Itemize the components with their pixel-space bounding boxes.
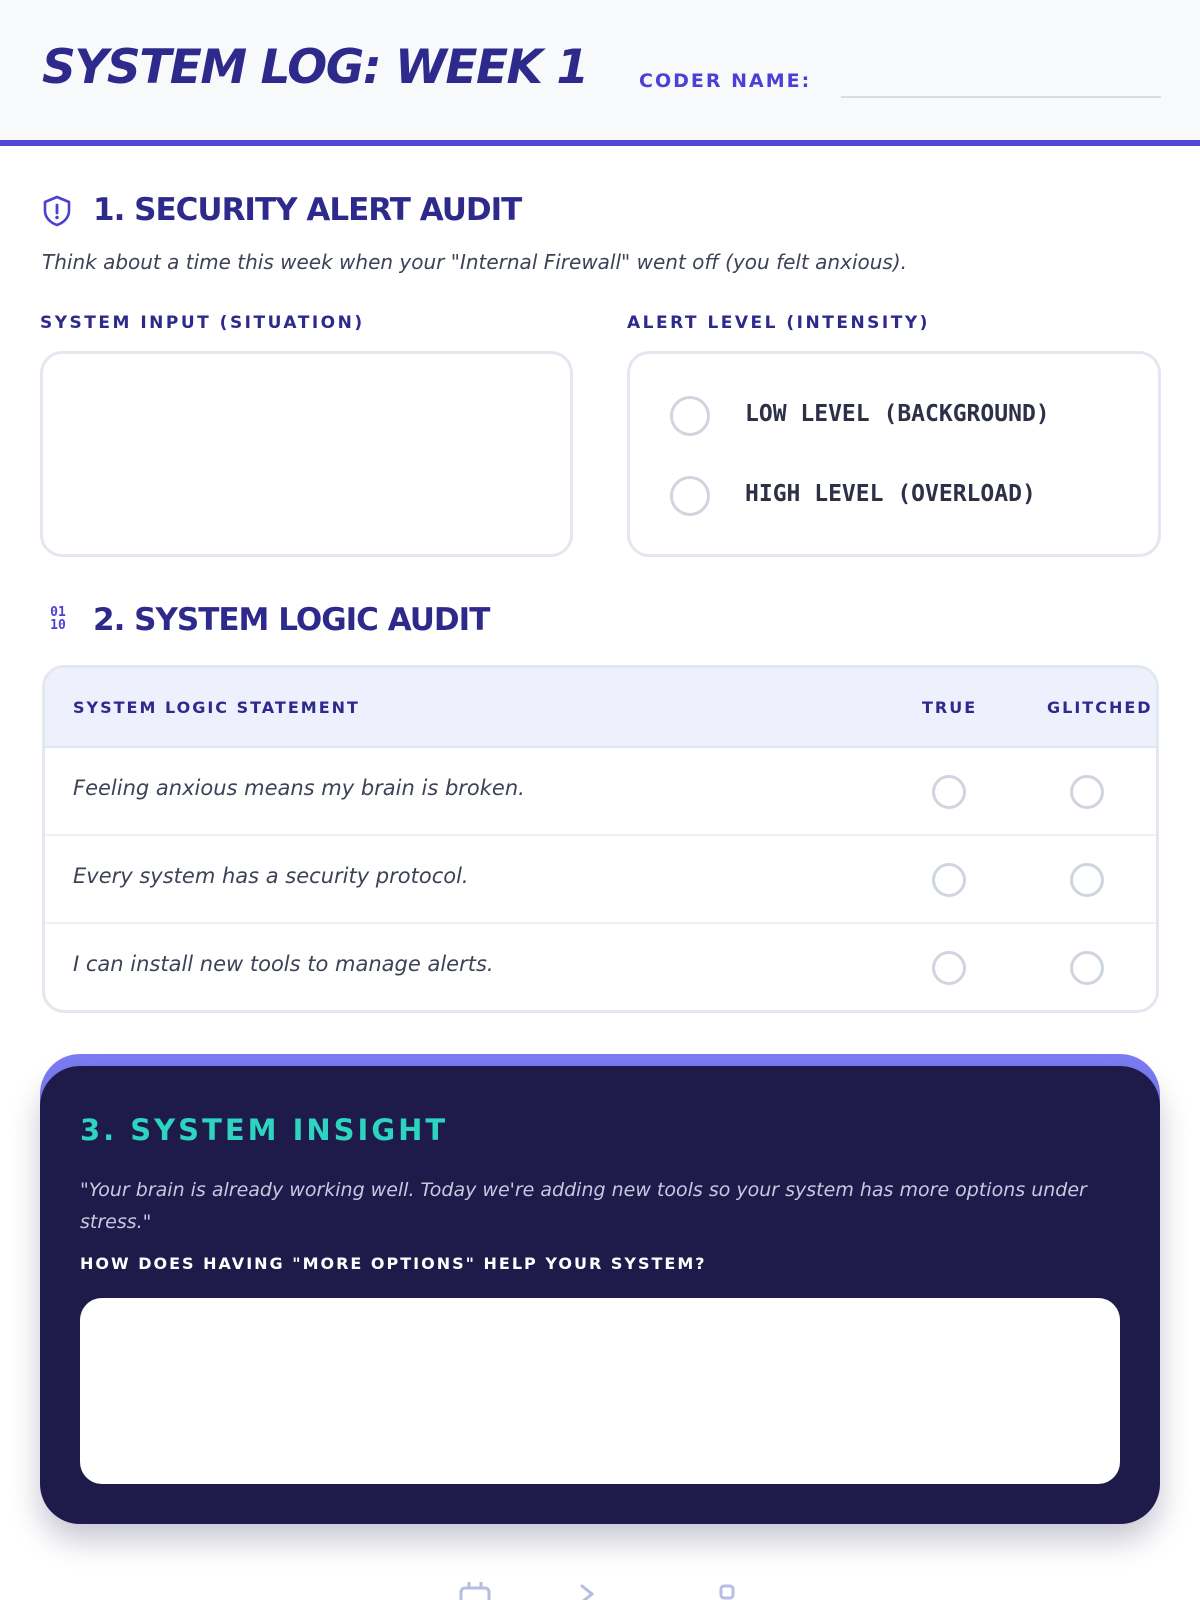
insight-card xyxy=(40,1066,1160,1524)
logic-table xyxy=(42,665,1159,1013)
alert-high-label: HIGH LEVEL (OVERLOAD) xyxy=(745,481,1036,507)
true-radio[interactable] xyxy=(932,951,966,985)
binary-icon-top: 01 xyxy=(50,605,66,620)
statement-text: Feeling anxious means my brain is broken. xyxy=(73,776,525,800)
terminal-icon xyxy=(578,1582,608,1600)
section-security-instruction: Think about a time this week when your "Internal Firewall" went off (you felt anxious). xyxy=(42,250,907,274)
table-row xyxy=(45,924,1156,1012)
table-row xyxy=(45,836,1156,924)
header-divider xyxy=(0,140,1200,146)
glitched-radio[interactable] xyxy=(1070,775,1104,809)
statement-text: Every system has a security protocol. xyxy=(73,864,469,888)
column-glitched: GLITCHED xyxy=(1047,698,1153,717)
glitched-radio[interactable] xyxy=(1070,863,1104,897)
insight-question: HOW DOES HAVING "MORE OPTIONS" HELP YOUR SYSTEM? xyxy=(80,1254,707,1273)
alert-level-options xyxy=(627,351,1161,557)
logic-table-header xyxy=(45,668,1156,748)
shield-alert-icon xyxy=(42,195,72,231)
table-row xyxy=(45,748,1156,836)
coder-name-label: CODER NAME: xyxy=(639,70,812,92)
statement-text: I can install new tools to manage alerts. xyxy=(73,952,494,976)
worksheet-header xyxy=(0,0,1200,140)
page-title: SYSTEM LOG: WEEK 1 xyxy=(42,40,588,95)
true-radio[interactable] xyxy=(932,863,966,897)
alert-level-label: ALERT LEVEL (INTENSITY) xyxy=(627,313,930,333)
alert-high-radio[interactable] xyxy=(670,476,710,516)
alert-low-radio[interactable] xyxy=(670,396,710,436)
network-icon xyxy=(718,1582,738,1600)
column-true: TRUE xyxy=(922,698,978,717)
system-input-label: SYSTEM INPUT (SITUATION) xyxy=(40,313,365,333)
section-security-title: 1. SECURITY ALERT AUDIT xyxy=(93,192,522,228)
alert-low-label: LOW LEVEL (BACKGROUND) xyxy=(745,401,1050,427)
cpu-icon xyxy=(455,1582,495,1600)
binary-icon xyxy=(46,606,70,632)
section-logic-title: 2. SYSTEM LOGIC AUDIT xyxy=(93,602,490,638)
insight-answer-field[interactable] xyxy=(80,1298,1120,1484)
section-insight-title: 3. SYSTEM INSIGHT xyxy=(80,1113,449,1147)
coder-name-field[interactable] xyxy=(841,96,1161,98)
insight-quote: "Your brain is already working well. Today we're adding new tools so your system has more options under stress." xyxy=(80,1179,1087,1233)
column-statement: SYSTEM LOGIC STATEMENT xyxy=(73,698,360,717)
system-input-field[interactable] xyxy=(40,351,573,557)
true-radio[interactable] xyxy=(932,775,966,809)
binary-icon-bottom: 10 xyxy=(50,618,66,633)
glitched-radio[interactable] xyxy=(1070,951,1104,985)
